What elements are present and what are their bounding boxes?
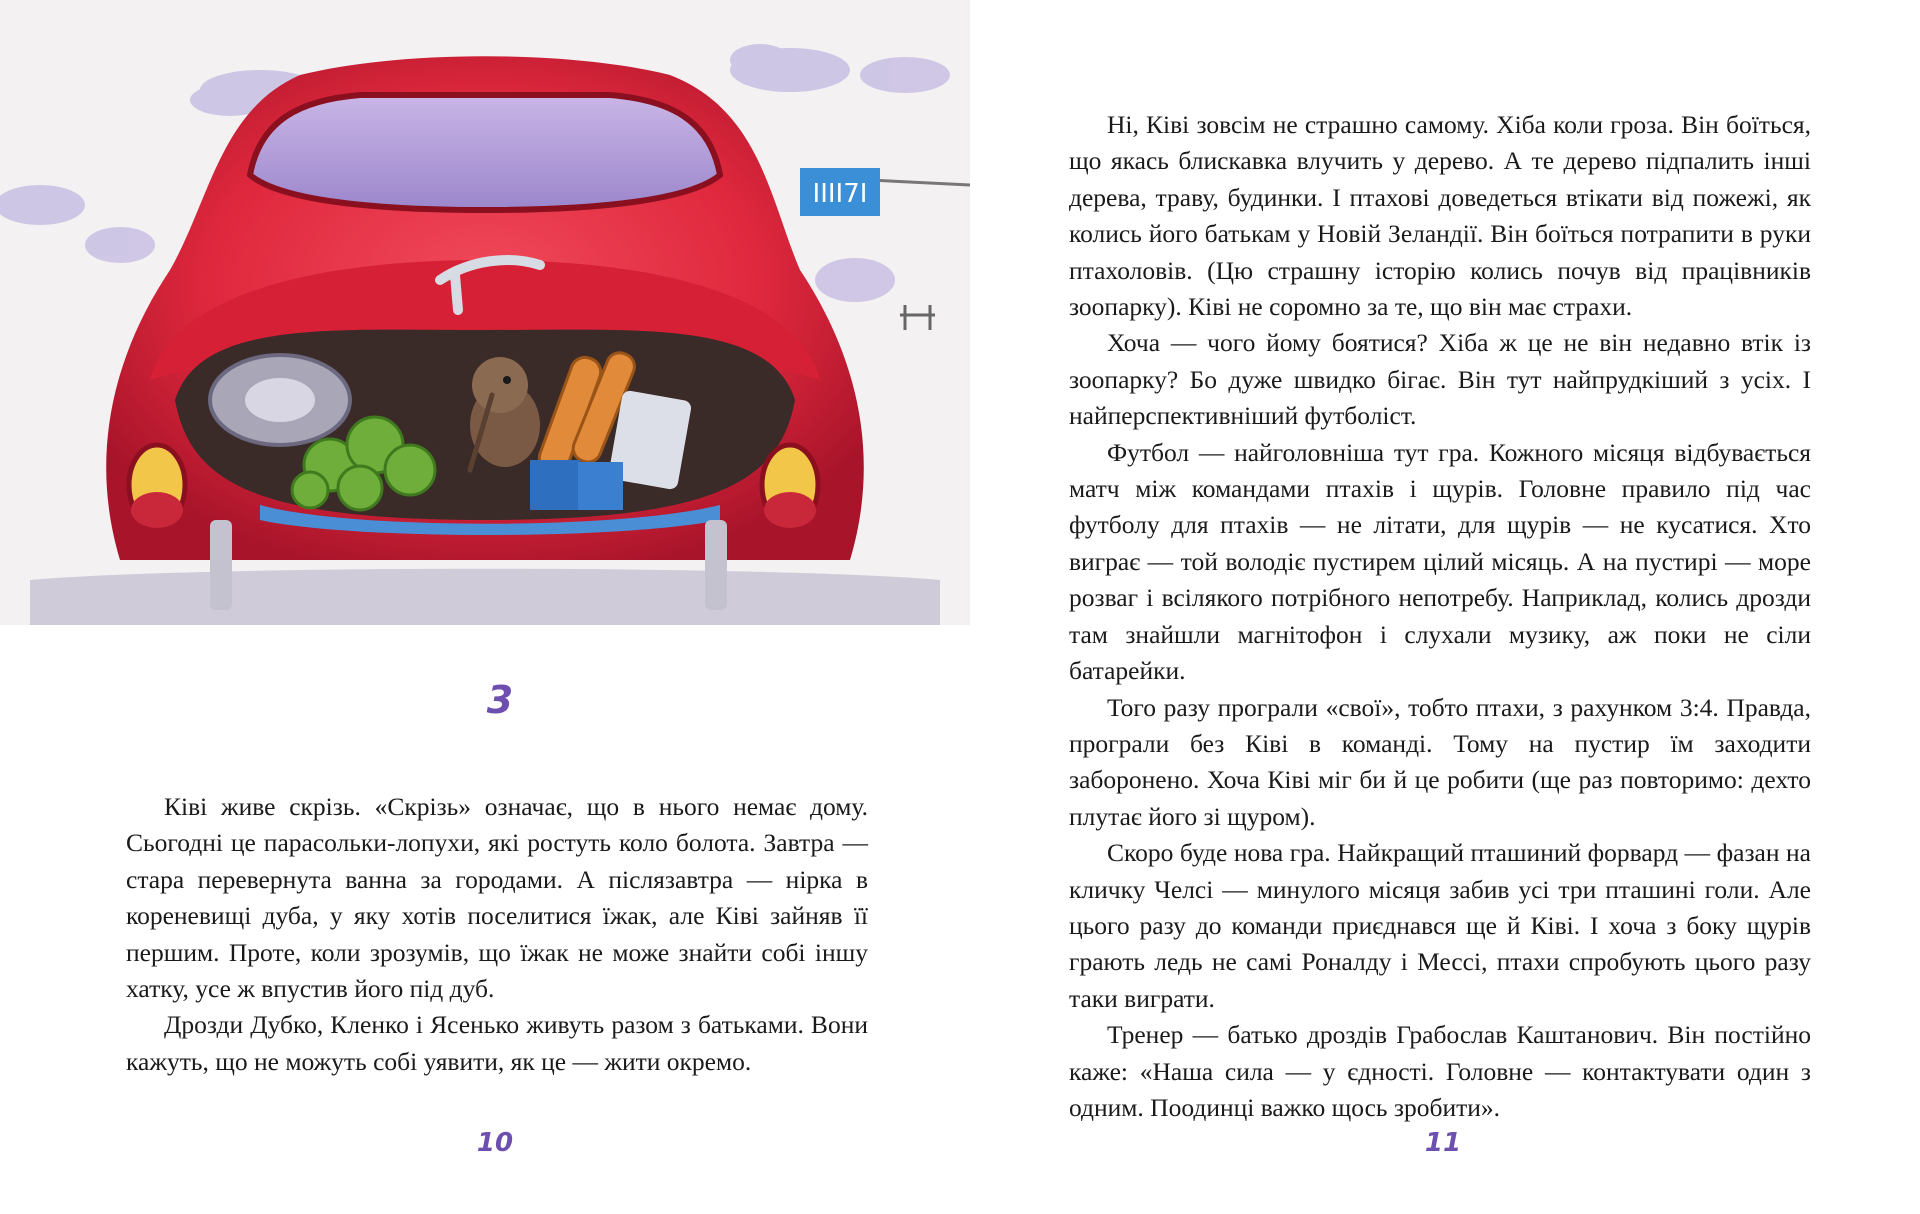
chapter-number: 3 xyxy=(486,678,514,722)
left-page-text xyxy=(126,789,868,1080)
svg-text:IIII7I: IIII7I xyxy=(812,179,868,209)
paragraph: Скоро буде нова гра. Найкращий пташиний форвард — фазан на кличку Челсі — минулого місяця забив усі три пташині голи. Але цього разу до команди приєднався ще й Ківі. І хоча з боку щурів грають ледь не самі Роналду і Мессі, птахи спробують цього разу таки виграти. xyxy=(1069,838,1811,1013)
right-page-text xyxy=(1069,107,1811,1126)
paragraph: Хоча — чого йому боятися? Хіба ж це не він недавно втік із зоопарку? Бо дуже швидко бігає. Він тут найпрудкіший з усіх. І найперспективніший футболіст. xyxy=(1069,328,1811,431)
page-number-left: 10 xyxy=(476,1128,514,1158)
paragraph: Футбол — найголовніша тут гра. Кожного місяця відбувається матч між командами птахів і щурів. Головне правило під час футболу для птахів — не літати, для щурів — не кусатися. Хто виграє — той володіє пустирем цілий місяць. А на пустирі — море розваг і всілякого потрібного непотребу. Наприклад, колись дрозди там знайшли магнітофон і слухали музику, аж поки не сіли батарейки. xyxy=(1069,437,1811,686)
paragraph: Ні, Ківі зовсім не страшно самому. Хіба коли гроза. Він боїться, що якась блискавка влучить у дерево. А те дерево підпалить інші дерева, траву, будинки. І птахові доведеться втікати від пожежі, як колись його батькам у Новій Зеландії. Він боїться потрапити в руки птахоловів. (Цю страшну історію колись почув від працівників зоопарку). Ківі не соромно за те, що він має страхи. xyxy=(1069,110,1811,322)
illustration-svg xyxy=(0,0,970,625)
paragraph: Дрозди Дубко, Кленко і Ясенько живуть разом з батьками. Вони кажуть, що не можуть собі уявити, як це — жити окремо. xyxy=(126,1010,868,1076)
page-number-right: 11 xyxy=(1424,1128,1462,1158)
paragraph: Тренер — батько дроздів Грабослав Каштанович. Він постійно каже: «Наша сила — у єдності. Головне — контактувати один з одним. Поодинці важко щось зробити». xyxy=(1069,1020,1811,1122)
paragraph: Ківі живе скрізь. «Скрізь» означає, що в нього немає дому. Сьогодні це парасольки-лопухи, які ростуть коло болота. Завтра — стара перевернута ванна за городами. А післязавтра — нірка в кореневищі дуба, у яку хотів поселитися їжак, але Ківі зайняв її першим. Проте, коли зрозумів, що їжак не може знайти собі іншу хатку, усе ж впустив його під дуб. xyxy=(126,792,868,1004)
paragraph: Того разу програли «свої», тобто птахи, з рахунком 3:4. Правда, програли без Ківі в команді. Тому на пустир їм заходити заборонено. Хоча Ківі міг би й це робити (ще раз повторимо: дехто плутає його зі щуром). xyxy=(1069,692,1811,831)
car-trunk-illustration xyxy=(0,0,970,625)
